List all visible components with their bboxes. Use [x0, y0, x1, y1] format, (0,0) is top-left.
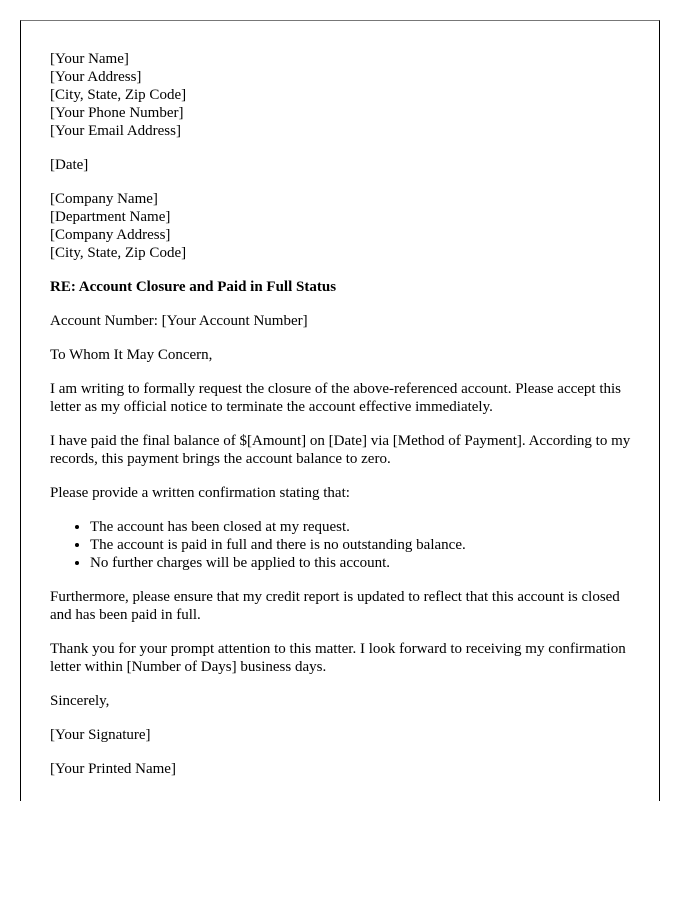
sender-email: [Your Email Address]	[50, 123, 181, 139]
paragraph-payment: I have paid the final balance of $[Amount] on [Date] via [Method of Payment]. According to my records, this payment brings the account balance to zero.	[50, 433, 631, 467]
sender-name: [Your Name]	[50, 51, 129, 67]
list-item: • No further charges will be applied to this account.	[90, 554, 634, 572]
account-number: Account Number: [Your Account Number]	[50, 313, 308, 329]
confirmation-list	[50, 518, 634, 572]
recipient-company-name: [Company Name]	[50, 191, 158, 207]
printed-name: [Your Printed Name]	[50, 761, 176, 777]
signature: [Your Signature]	[50, 727, 151, 743]
list-item: • The account has been closed at my request.	[90, 518, 634, 536]
recipient-block	[50, 190, 634, 262]
letter-date: [Date]	[50, 157, 89, 173]
recipient-department: [Department Name]	[50, 209, 171, 225]
paragraph-thanks: Thank you for your prompt attention to this matter. I look forward to receiving my confirmation letter within [Number of Days] business days.	[50, 641, 626, 675]
paragraph-credit-report: Furthermore, please ensure that my credit report is updated to reflect that this account is closed and has been paid in full.	[50, 589, 620, 623]
salutation: To Whom It May Concern,	[50, 347, 213, 363]
paragraph-confirmation-intro: Please provide a written confirmation stating that:	[50, 485, 350, 501]
sender-block	[50, 50, 634, 140]
closing: Sincerely,	[50, 693, 110, 709]
recipient-city-state-zip: [City, State, Zip Code]	[50, 245, 187, 261]
sender-phone: [Your Phone Number]	[50, 105, 184, 121]
sender-city-state-zip: [City, State, Zip Code]	[50, 87, 187, 103]
paragraph-request: I am writing to formally request the closure of the above-referenced account. Please accept this letter as my official notice to terminate the account effective immediately.	[50, 381, 622, 415]
sender-address: [Your Address]	[50, 69, 142, 85]
recipient-address: [Company Address]	[50, 227, 171, 243]
letter-content	[50, 50, 634, 794]
subject-line: RE: Account Closure and Paid in Full Status	[50, 279, 337, 295]
letter-page	[20, 20, 660, 801]
list-item: • The account is paid in full and there is no outstanding balance.	[90, 536, 634, 554]
